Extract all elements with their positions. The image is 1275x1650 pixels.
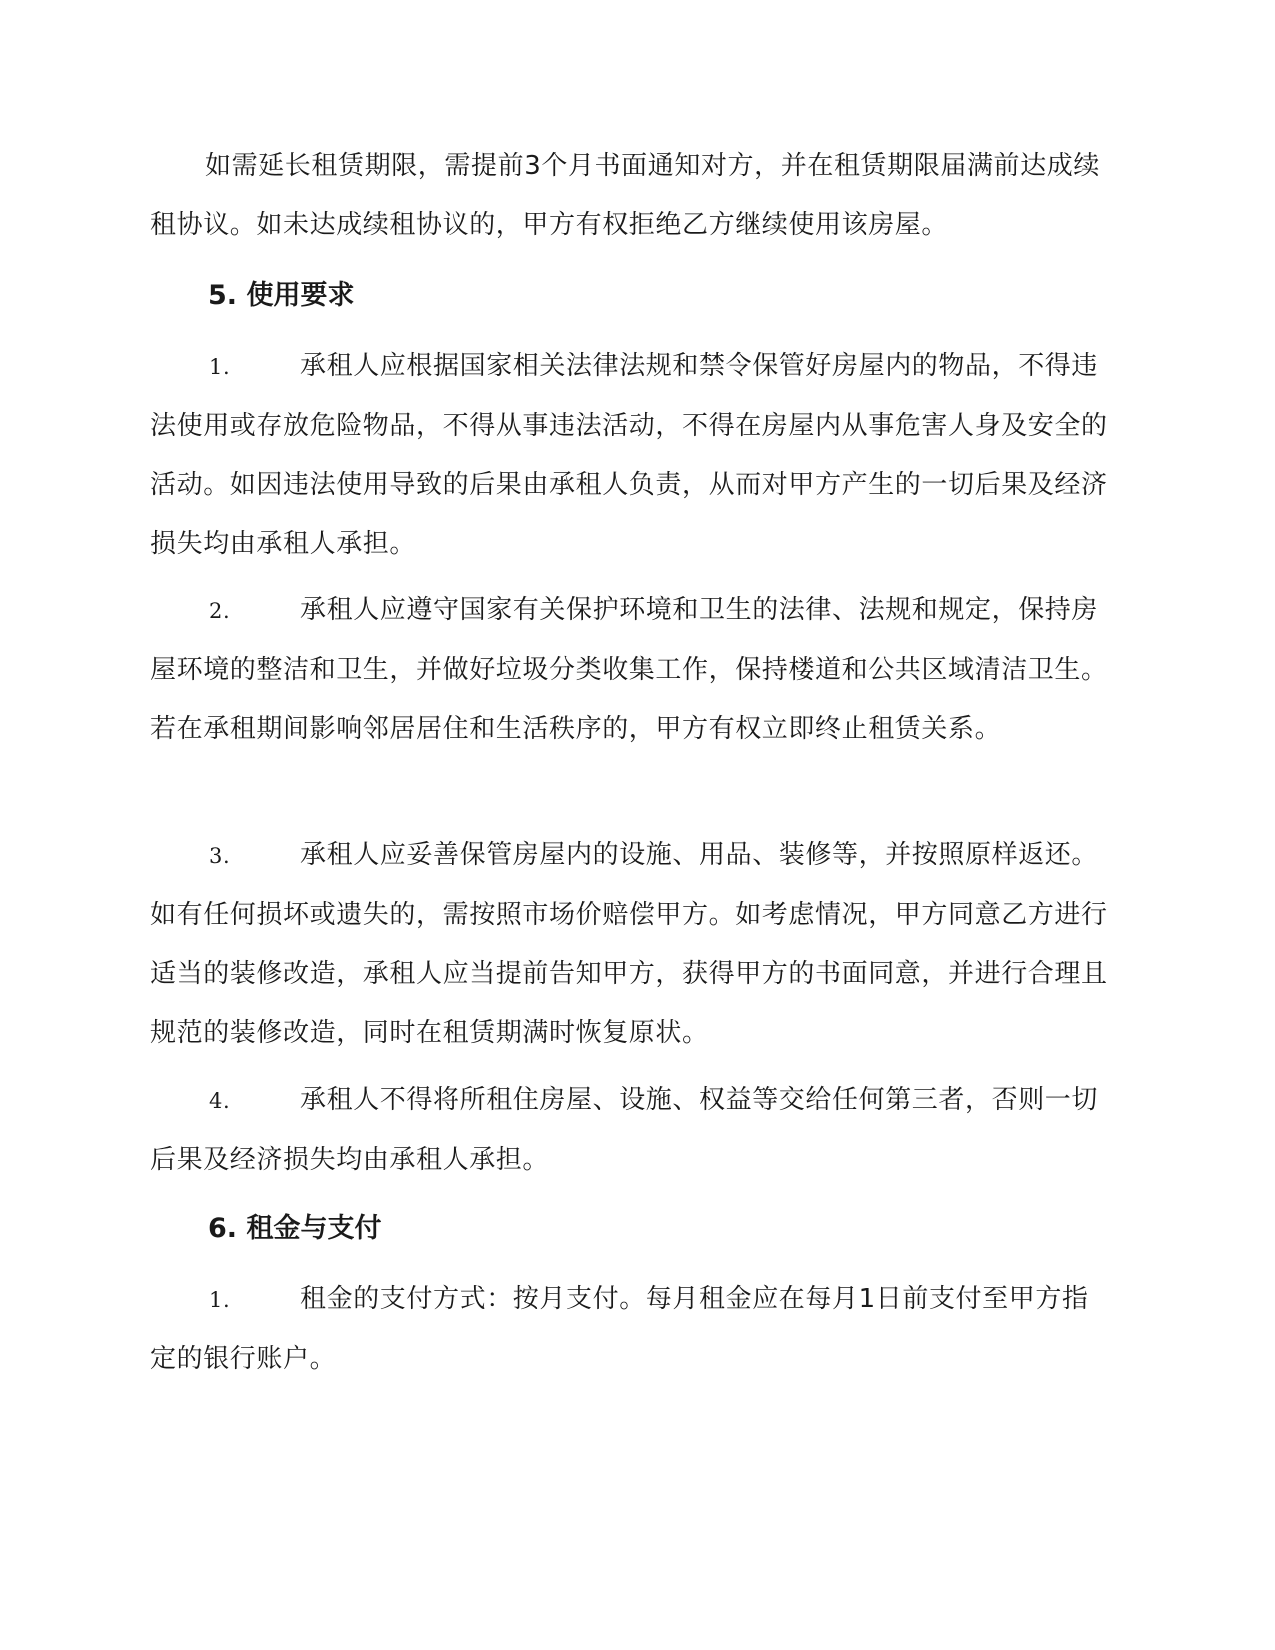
item-number: 2.: [209, 599, 231, 623]
item-number: 1.: [209, 1288, 231, 1312]
item-text: 承租人应遵守国家有关保护环境和卫生的法律、法规和规定，保持房屋环境的整洁和卫生，并做好垃圾分类收集工作，保持楼道和公共区域清洁卫生。若在承租期间影响邻居居住和生活秩序的，甲方有权立即终止租赁关系。: [150, 595, 1108, 744]
item-number: 4.: [209, 1089, 231, 1113]
intro-text: 如需延长租赁期限，需提前3个月书面通知对方，并在租赁期限届满前达成续租协议。如未达成续租协议的，甲方有权拒绝乙方继续使用该房屋。: [150, 151, 1100, 240]
section-5-heading: 5. 使用要求: [208, 280, 355, 311]
section-5-item-3: [150, 826, 1115, 1063]
item-text: 承租人应妥善保管房屋内的设施、用品、装修等，并按照原样返还。如有任何损坏或遗失的，需按照市场价赔偿甲方。如考虑情况，甲方同意乙方进行适当的装修改造，承租人应当提前告知甲方，获得甲方的书面同意，并进行合理且规范的装修改造，同时在租赁期满时恢复原状。: [150, 840, 1108, 1048]
section-5-item-4: [150, 1071, 1115, 1190]
item-text: 承租人不得将所租住房屋、设施、权益等交给任何第三者，否则一切后果及经济损失均由承租人承担。: [150, 1085, 1099, 1175]
section-6-item-1: [150, 1270, 1115, 1389]
section-6-heading: 6. 租金与支付: [208, 1213, 382, 1244]
item-number: 1.: [209, 355, 231, 379]
item-text: 承租人应根据国家相关法律法规和禁令保管好房屋内的物品，不得违法使用或存放危险物品，不得从事违法活动，不得在房屋内从事危害人身及安全的活动。如因违法使用导致的后果由承租人负责，从而对甲方产生的一切后果及经济损失均由承租人承担。: [150, 351, 1108, 559]
item-number: 3.: [209, 844, 231, 868]
section-5-item-1: [150, 337, 1115, 574]
item-text: 租金的支付方式：按月支付。每月租金应在每月1日前支付至甲方指定的银行账户。: [150, 1284, 1089, 1374]
intro-paragraph: [150, 137, 1115, 255]
section-5-item-2: [150, 581, 1115, 759]
